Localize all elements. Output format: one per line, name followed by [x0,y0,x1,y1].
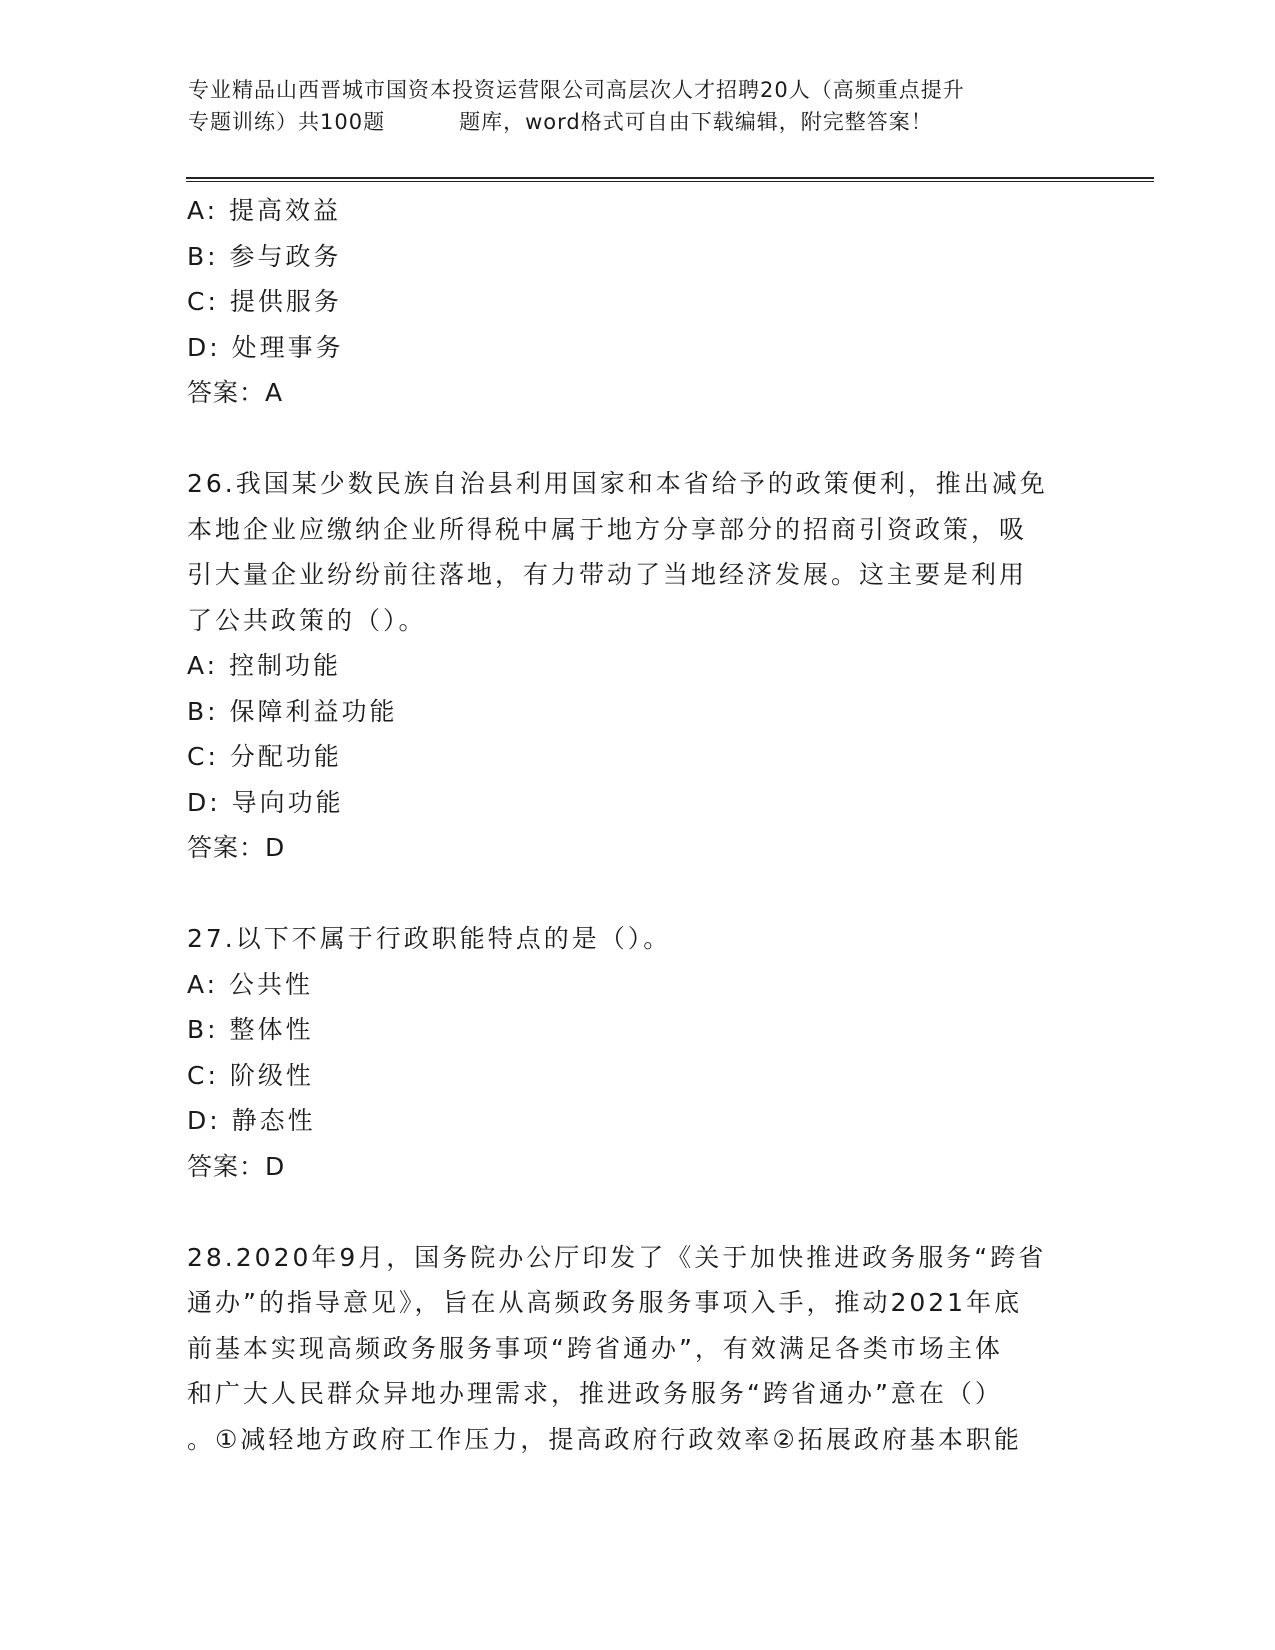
question-26-text: 本地企业应缴纳企业所得税中属于地方分享部分的招商引资政策，吸 [187,514,1028,544]
option-c: C: 提供服务 [187,287,342,316]
question-28-text: 28.2020年9月，国务院办公厅印发了《关于加快推进政务服务“跨省 [187,1242,1047,1272]
header-title-line2-right: 题库，word格式可自由下载编辑，附完整答案！ [459,110,933,134]
question-28-text: 。①减轻地方政府工作压力，提高政府行政效率②拓展政府基本职能 [187,1424,1022,1454]
option-a: A: 提高效益 [187,196,342,225]
header-divider [186,177,1154,182]
question-27-text: 27.以下不属于行政职能特点的是（）。 [187,924,672,953]
option-b: B: 参与政务 [187,241,342,271]
answer-line: 答案：A [187,378,284,407]
option-b: B: 整体性 [187,1015,314,1044]
question-26-text: 了公共政策的（）。 [187,605,427,635]
question-26-text: 引大量企业纷纷前往落地，有力带动了当地经济发展。这主要是利用 [187,560,1028,589]
header-title-line1: 专业精品山西晋城市国资本投资运营限公司高层次人才招聘20人（高频重点提升 [188,78,965,102]
option-c: C: 阶级性 [187,1060,314,1090]
option-a: A: 控制功能 [187,651,342,680]
header-title-line2-left: 专题训练）共100题 [188,110,386,134]
option-d: D: 处理事务 [187,332,344,362]
option-d: D: 静态性 [187,1106,316,1135]
header-title-line2 [188,106,1088,138]
page-header [188,74,1088,138]
option-d: D: 导向功能 [187,787,344,817]
option-b: B: 保障利益功能 [187,696,398,726]
answer-line: 答案：D [187,833,286,862]
option-c: C: 分配功能 [187,742,342,771]
option-a: A: 公共性 [187,969,314,999]
question-26-text: 26.我国某少数民族自治县利用国家和本省给予的政策便利，推出减免 [187,469,1048,498]
question-28-text: 前基本实现高频政务服务事项“跨省通办”，有效满足各类市场主体 [187,1333,1003,1363]
answer-line: 答案：D [187,1151,286,1181]
question-28-text: 通办”的指导意见》，旨在从高频政务服务事项入手，推动2021年底 [187,1288,1023,1317]
question-28-text: 和广大人民群众异地办理需求，推进政务服务“跨省通办”意在（） [187,1379,1003,1408]
document-body [187,188,1087,1462]
